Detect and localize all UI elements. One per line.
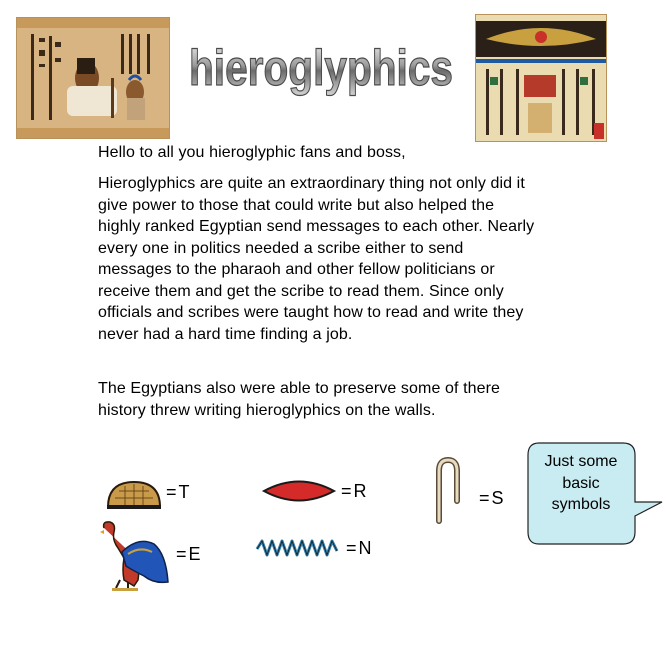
page-title: hieroglyphics (189, 40, 453, 96)
greeting-text: Hello to all you hieroglyphic fans and boss, (98, 144, 406, 161)
intro-paragraph: Hieroglyphics are quite an extraordinary thing not only did it give power to those that could write but also helped the highly ranked Egyptian send messages to each other. Nearly every one in politics needed a scribe either to send messages to the pharaoh and other fellow politicians or receive them and get the scribe to read them. Since only officials and scribes were taught how to read and write they never had a hard time finding a job. (98, 175, 535, 343)
hieroglyphics-title-logo (186, 40, 456, 101)
history-paragraph: The Egyptians also were able to preserve some of there history threw writing hieroglyphics on the walls. (98, 380, 501, 419)
symbol-label-e: =E (176, 544, 203, 564)
symbol-label-n: =N (346, 538, 374, 558)
vulture-icon (98, 518, 172, 592)
callout-text: Just some basic symbols (544, 453, 618, 513)
symbol-label-t: =T (166, 482, 192, 502)
papyrus-painting-right (475, 14, 607, 142)
symbol-label-r: =R (341, 481, 369, 501)
symbol-label-s: =S (479, 488, 506, 508)
folded-cloth-icon (433, 457, 463, 523)
mouth-icon (262, 476, 336, 506)
papyrus-painting-left (16, 17, 170, 139)
bread-loaf-icon (105, 478, 163, 510)
water-ripple-icon (255, 537, 341, 559)
